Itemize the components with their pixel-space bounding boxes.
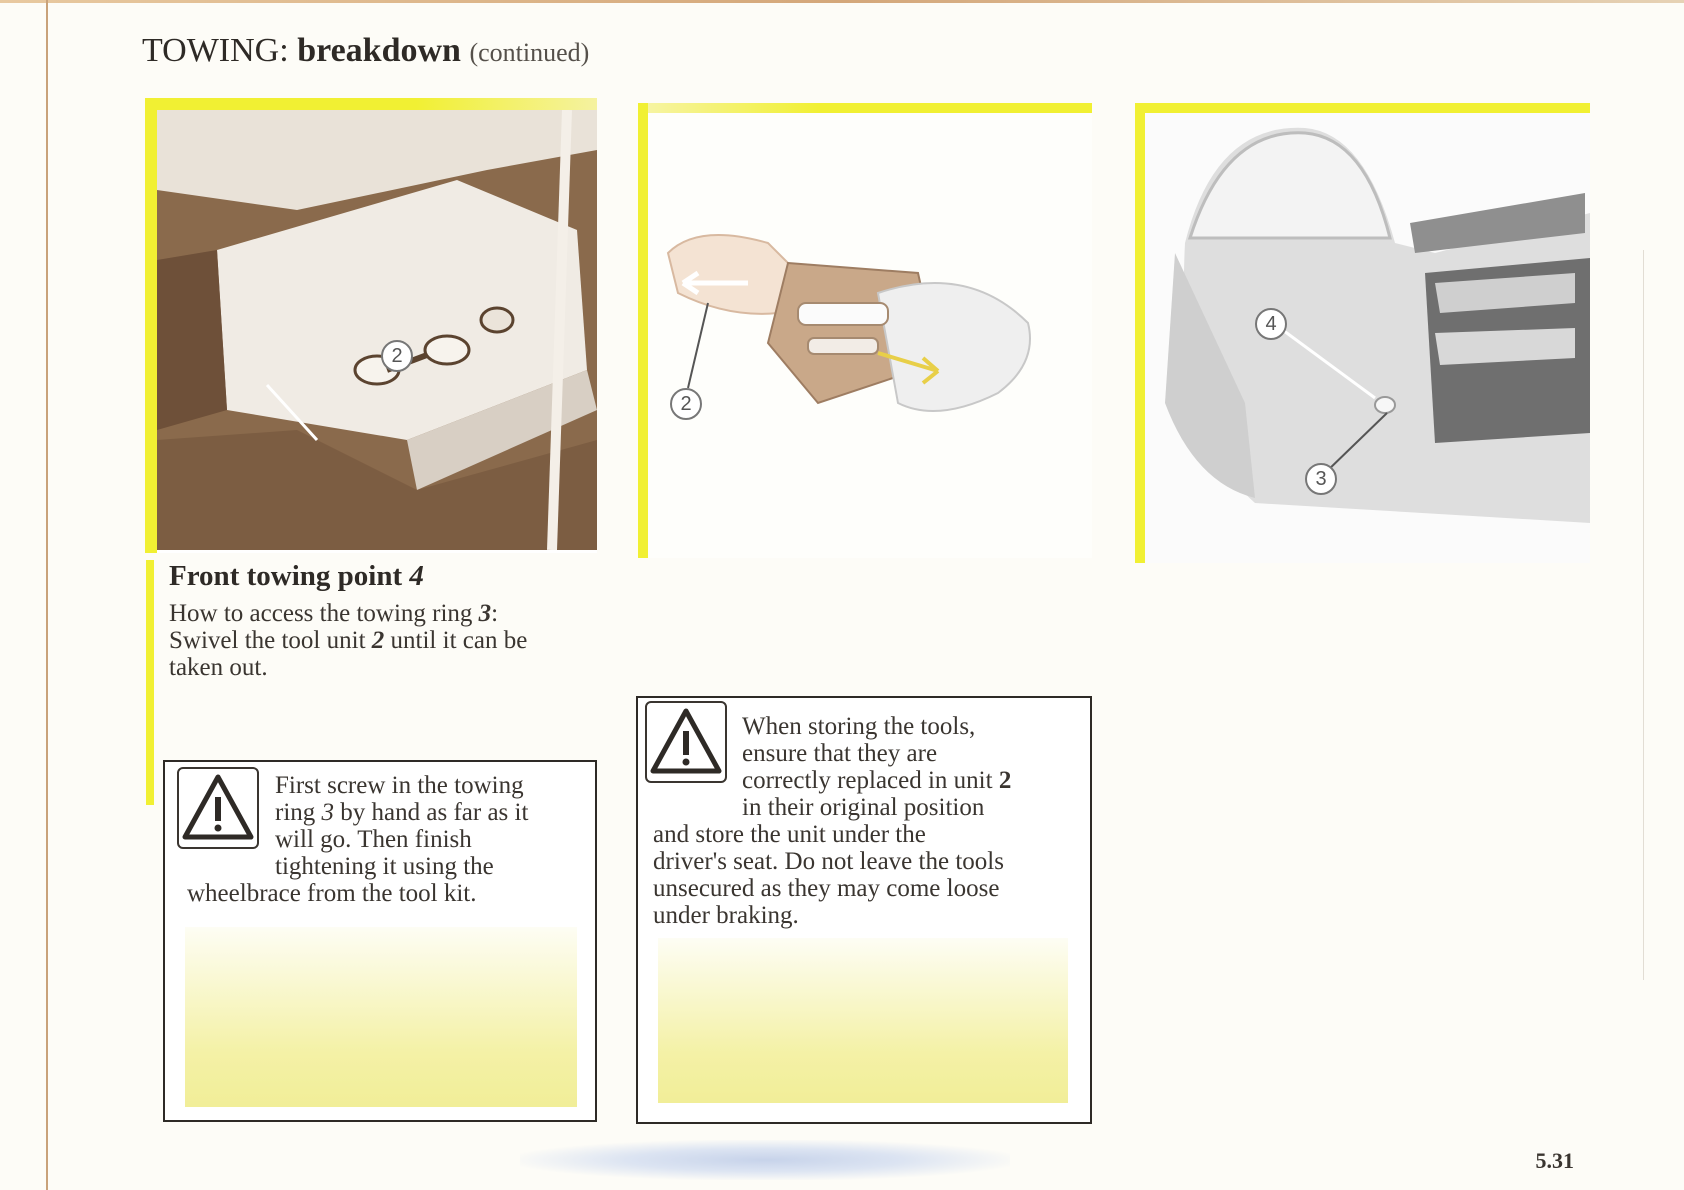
title-bold: breakdown [297,32,461,69]
figure-front-towing-point [1135,103,1590,563]
section-heading-text: Front towing point [169,560,403,592]
seat-photo [157,110,597,550]
body-line-3: taken out. [169,654,268,681]
warning-text-top [275,772,578,880]
yellow-band-left [145,98,157,553]
warning1-line-4: tightening it using the [275,853,494,880]
section-accent-bar [146,560,154,805]
section-body [169,600,595,681]
body-line-2-end: until it can be [390,627,528,654]
body-line-2: Swivel the tool unit [169,627,366,654]
title-continued: (continued) [469,38,590,67]
print-smudge [520,1140,1010,1180]
yellow-tint-area [185,927,577,1107]
warning-text-bottom [187,880,582,907]
body-ref-tool-unit: 2 [371,627,385,654]
page-edge-right [1643,250,1644,980]
warning2-line-1: When storing the tools, [742,713,976,740]
body-line-1: How to access the towing ring [169,600,473,627]
warning2-text-top [742,713,1068,821]
warning1-line-2: ring [275,799,316,826]
warning2-line-2: ensure that they are [742,740,938,767]
warning2-line-3: correctly replaced in unit [742,767,993,794]
warning2-text-bottom [653,821,1068,929]
warning2-line-5: and store the unit under the [653,821,926,848]
warning2-line-6: driver's seat. Do not leave the tools [653,848,1004,875]
page-number: 5.31 [1535,1148,1574,1173]
section-heading-number: 4 [409,560,424,592]
body-ref-towing-ring: 3 [478,600,492,627]
tool-unit-illustration [638,103,1092,558]
warning1-line-2-end: by hand as far as it [340,799,529,826]
body-line-1-end: : [491,600,499,627]
warning2-ref-unit: 2 [998,767,1012,794]
callout-towing-point: 4 [1255,308,1287,340]
warning1-line-5: wheelbrace from the tool kit. [187,880,477,907]
figure-tool-unit-removed [638,103,1092,558]
page-title [142,32,589,70]
page-edge-top [0,0,1684,3]
warning2-line-4: in their original position [742,794,985,821]
warning-box-towing-ring [163,760,597,1122]
warning-triangle-icon [645,701,727,783]
callout-tool-unit: 2 [670,388,702,420]
warning2-line-7: unsecured as they may come loose [653,875,1000,902]
yellow-tint-area [658,938,1068,1103]
section-heading [169,560,424,593]
title-main: TOWING: [142,32,289,69]
warning1-line-3: will go. Then finish [275,826,472,853]
vehicle-front-photo [1135,103,1590,563]
callout-tool-unit: 2 [381,340,413,372]
page-edge-left [46,0,48,1190]
warning-triangle-icon [177,767,259,849]
warning2-line-8: under braking. [653,902,799,929]
yellow-band-top [145,98,597,110]
figure-tool-unit-under-seat [145,98,597,553]
callout-towing-ring: 3 [1305,463,1337,495]
warning1-ref-towing-ring: 3 [321,799,335,826]
warning1-line-1: First screw in the towing [275,772,524,799]
warning-box-storing-tools [636,696,1092,1124]
